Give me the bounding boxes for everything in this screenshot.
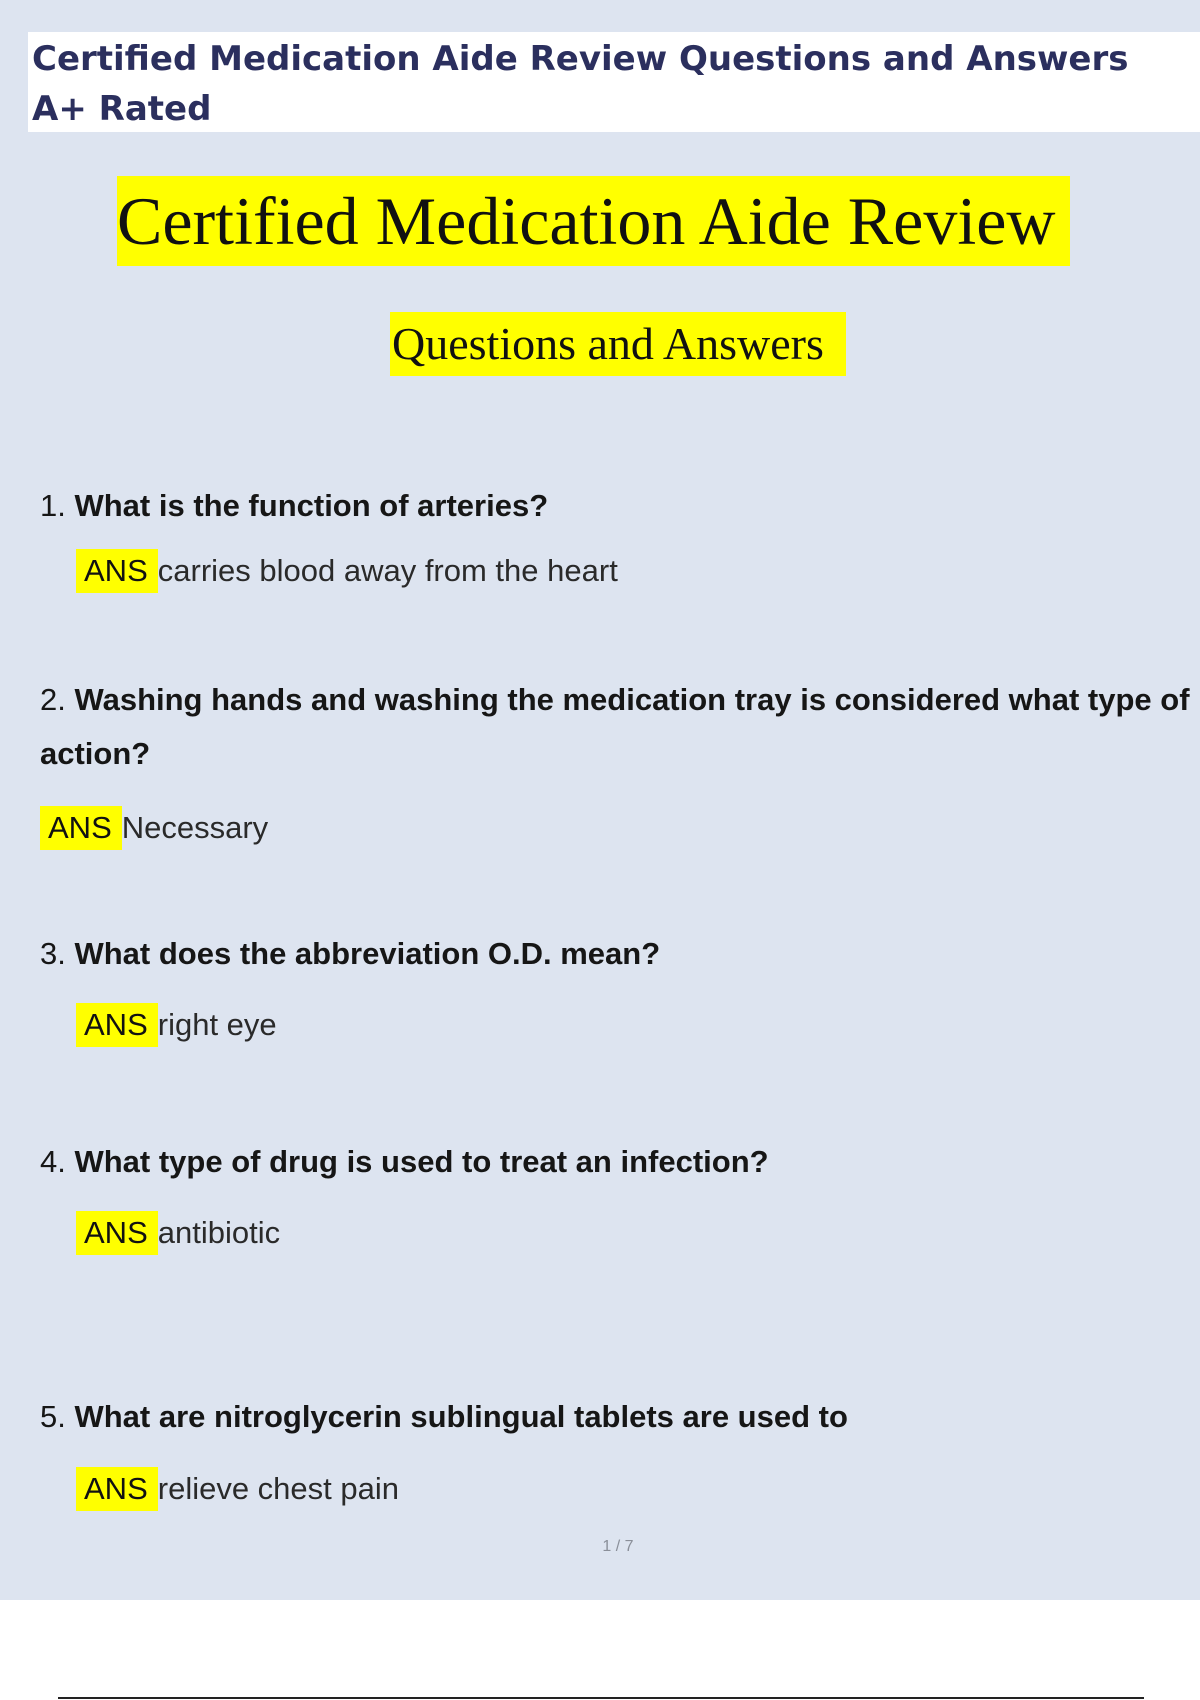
question-text: What does the abbreviation O.D. mean?: [74, 936, 661, 971]
question-number: 5.: [40, 1399, 66, 1434]
question-number: 3.: [40, 936, 66, 971]
answer-3: [76, 1003, 277, 1047]
document-title: Certified Medication Aide Review Questions and Answers A+ Rated: [32, 39, 1129, 129]
question-3: [40, 927, 1200, 981]
answer-tag: ANS: [76, 549, 158, 593]
answer-2: [40, 806, 268, 850]
question-text: What type of drug is used to treat an infection?: [74, 1144, 769, 1179]
answer-text: relieve chest pain: [157, 1471, 399, 1506]
question-number: 4.: [40, 1144, 66, 1179]
main-heading: Certified Medication Aide Review: [117, 176, 1070, 266]
question-number: 1.: [40, 488, 66, 523]
question-number: 2.: [40, 682, 66, 717]
answer-5: [76, 1467, 399, 1511]
answer-tag: ANS: [76, 1467, 158, 1511]
answer-tag: ANS: [40, 806, 122, 850]
answer-text: antibiotic: [157, 1215, 281, 1250]
answer-4: [76, 1211, 280, 1255]
question-4: [40, 1135, 1200, 1189]
answer-1: [76, 549, 618, 593]
answer-tag: ANS: [76, 1211, 158, 1255]
question-1: [40, 479, 1200, 533]
question-5: [40, 1390, 1200, 1444]
question-text: What is the function of arteries?: [74, 488, 549, 523]
document-title-bar: [28, 32, 1200, 132]
page-divider: [58, 1697, 1144, 1699]
page-indicator: 1 / 7: [602, 1538, 634, 1555]
sub-heading: Questions and Answers: [390, 312, 846, 376]
question-2: [40, 673, 1200, 781]
question-text: Washing hands and washing the medication tray is considered what type of action?: [40, 682, 1190, 771]
answer-text: Necessary: [121, 810, 269, 845]
answer-text: carries blood away from the heart: [157, 553, 618, 588]
answer-text: right eye: [157, 1007, 277, 1042]
question-text: What are nitroglycerin sublingual tablets are used to: [74, 1399, 848, 1434]
answer-tag: ANS: [76, 1003, 158, 1047]
